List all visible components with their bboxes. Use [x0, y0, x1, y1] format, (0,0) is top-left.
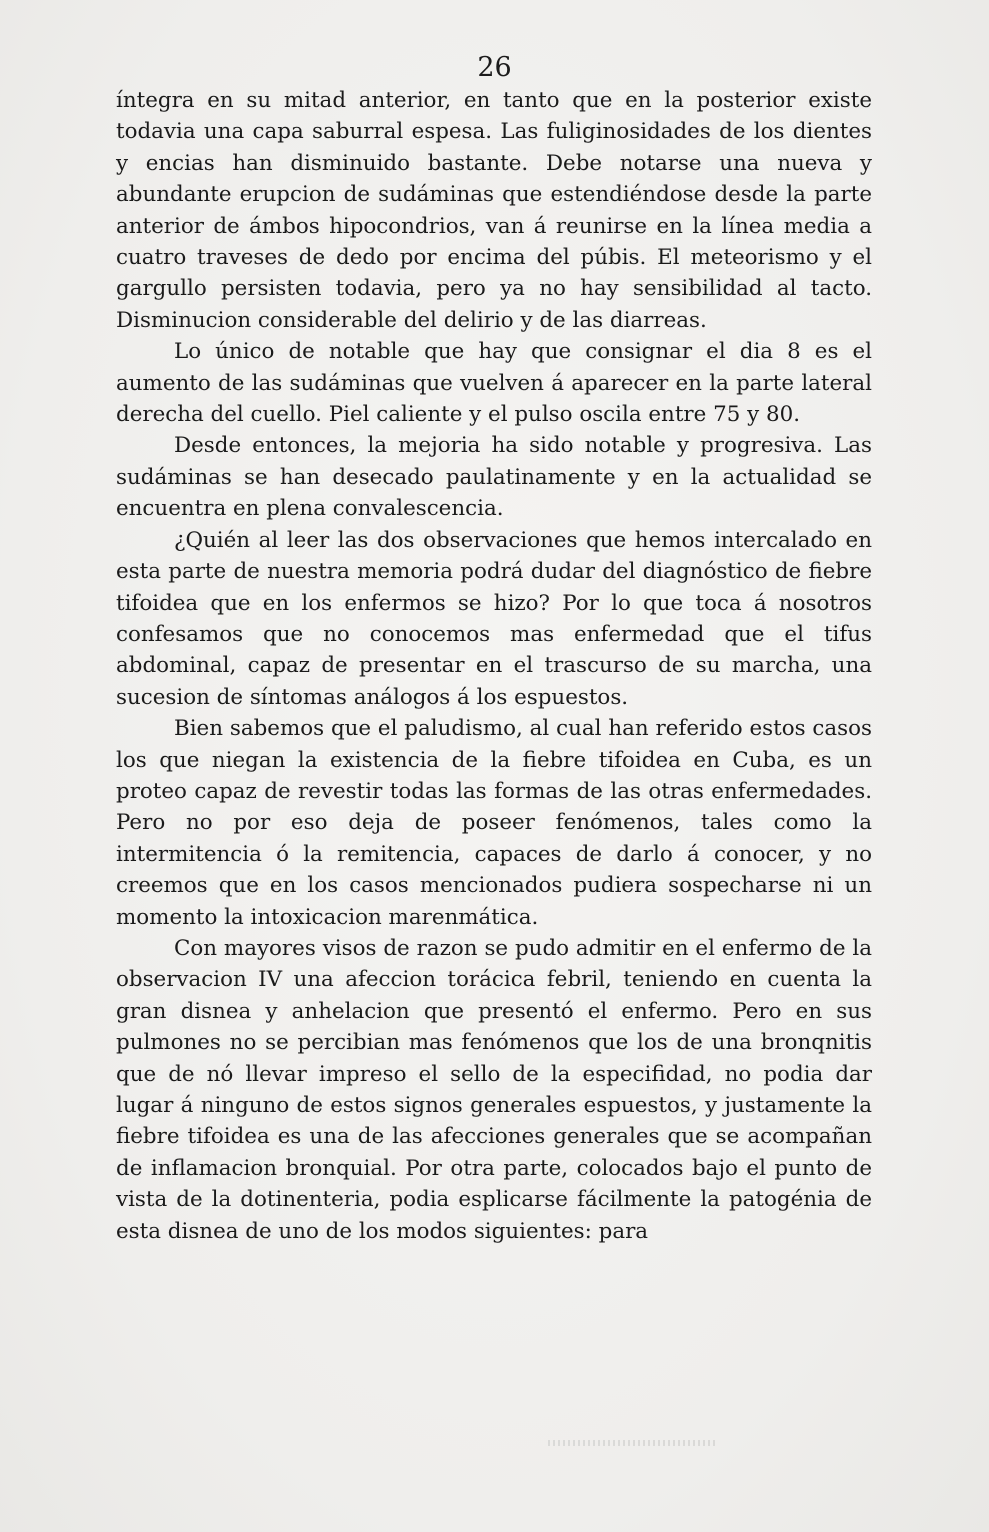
paragraph: Desde entonces, la mejoria ha sido notable y progresiva. Las sudáminas se han desecado paulatinamente y en la actualidad se encuentra en plena convalescencia.: [116, 433, 872, 522]
paragraph-continuation: íntegra en su mitad anterior, en tanto que en la posterior existe todavia una capa saburral espesa. Las fuliginosidades de los dientes y encias han disminuido bastante. Debe notarse una nueva y abundante erupcion de sudáminas que estendiéndose desde la parte anterior de ámbos hipocondrios, van á reunirse en la línea media a cuatro traveses de dedo por encima del púbis. El meteorismo y el gargullo persisten todavia, pero ya no hay sensibilidad al tacto. Disminucion considerable del delirio y de las diarreas.: [116, 88, 872, 333]
page-number: 26: [477, 52, 512, 83]
paragraph: ¿Quién al leer las dos observaciones que hemos intercalado en esta parte de nuestra memoria podrá dudar del diagnóstico de fiebre tifoidea que en los enfermos se hizo? Por lo que toca á nosotros confesamos que no conocemos mas enfermedad que el tifus abdominal, capaz de presentar en el trascurso de su marcha, una sucesion de síntomas análogos á los espuestos.: [116, 527, 872, 710]
body-text: [116, 85, 872, 1247]
paragraph: Lo único de notable que hay que consignar el dia 8 es el aumento de las sudáminas que vuelven á aparecer en la parte lateral derecha del cuello. Piel caliente y el pulso oscila entre 75 y 80.: [116, 339, 872, 428]
paragraph: Con mayores visos de razon se pudo admitir en el enfermo de la observacion IV una afeccion torácica febril, teniendo en cuenta la gran disnea y anhelacion que presentó el enfermo. Pero en sus pulmones no se percibian mas fenómenos que los de una bronqnitis que de nó llevar impreso el sello de la especifidad, no podia dar lugar á ninguno de estos signos generales espuestos, y justamente la fiebre tifoidea es una de las afecciones generales que se acompañan de inflamacion bronquial. Por otra parte, colocados bajo el punto de vista de la dotinenteria, podia esplicarse fácilmente la patogénia de esta disnea de uno de los modos siguientes: para: [116, 935, 872, 1244]
paper-speckle: [548, 1440, 718, 1446]
paragraph: Bien sabemos que el paludismo, al cual han referido estos casos los que niegan la existencia de la fiebre tifoidea en Cuba, es un proteo capaz de revestir todas las formas de las otras enfermedades. Pero no por eso deja de poseer fenómenos, tales como la intermitencia ó la remitencia, capaces de darlo á conocer, y no creemos que en los casos mencionados pudiera sospecharse ni un momento la intoxicacion marenmática.: [116, 716, 872, 930]
